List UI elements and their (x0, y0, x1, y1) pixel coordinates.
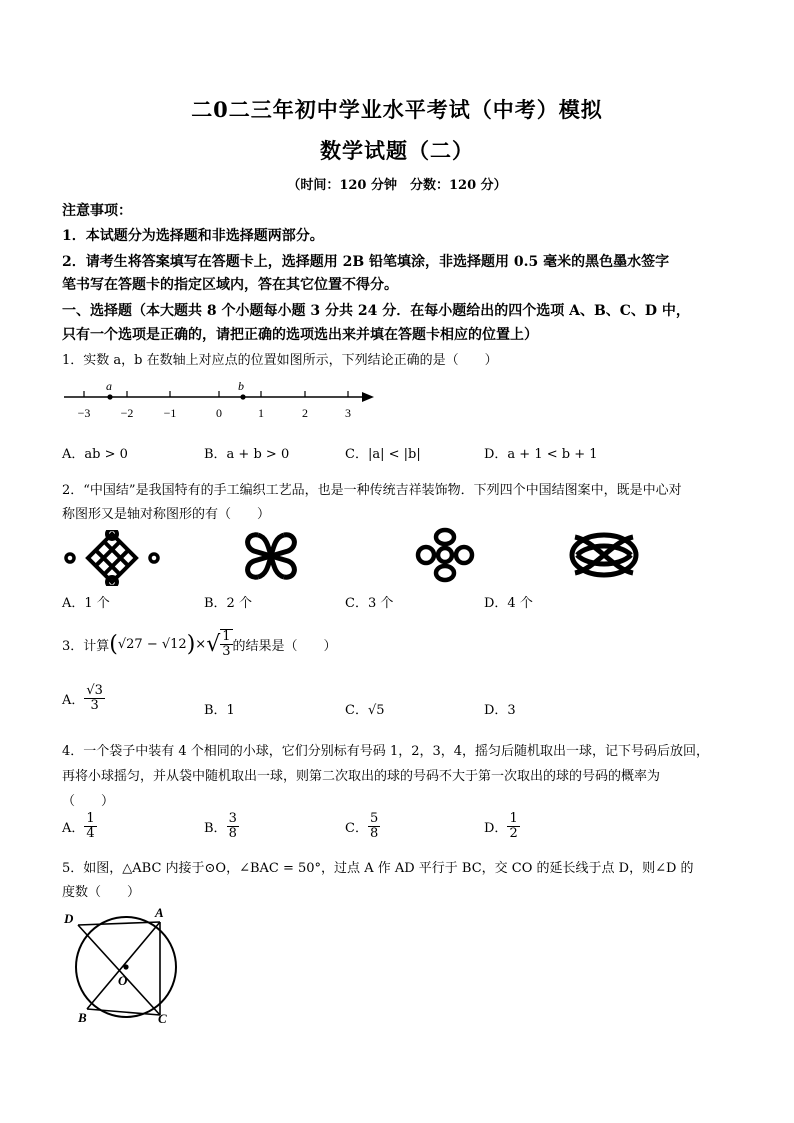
q4-option-d (484, 812, 520, 842)
q4-option-c (345, 812, 380, 842)
segment-ab (87, 922, 160, 1009)
notes-item-2b: 笔书写在答题卡的指定区域内，答在其它位置不得分。 (62, 277, 398, 293)
q4-option-c-den: 8 (369, 826, 379, 842)
q4-option-d-fraction (507, 812, 519, 842)
q4-stem-3: （ ） (62, 794, 115, 809)
q3-fraction (220, 629, 232, 660)
q2-option-b: B．2 个 (204, 596, 252, 611)
q3-stem-suffix: 的结果是（ ） (232, 638, 337, 654)
q4-option-b-fraction (227, 812, 239, 842)
q4-option-d-num: 1 (509, 811, 518, 826)
notes-item-2a: 2．请考生将答案填写在答题卡上，选择题用 2B 铅笔填涂，非选择题用 0.5 毫米的黑色墨水签字 (62, 254, 670, 270)
point-b-dot (240, 394, 245, 399)
tick-label: 1 (258, 406, 264, 420)
label-a: A (155, 905, 164, 920)
q1-option-c: C．|a| < |b| (345, 447, 421, 462)
q3-fraction-den: 3 (222, 644, 231, 659)
number-line-arrow (362, 392, 374, 402)
point-b-label: b (238, 379, 244, 393)
q4-option-c-label: C． (345, 821, 368, 837)
circle-geometry-figure (58, 905, 193, 1025)
q4-option-a-fraction (84, 812, 96, 842)
q3-option-a-den: 3 (90, 698, 99, 714)
point-a-label: a (106, 379, 112, 393)
q4-option-b (204, 812, 239, 842)
q4-option-b-label: B． (204, 821, 227, 837)
q3-option-a-label: A． (62, 693, 85, 709)
q1-option-a: A．ab > 0 (62, 447, 128, 462)
q4-option-a-den: 4 (86, 826, 95, 842)
q1-stem: 1．实数 a，b 在数轴上对应点的位置如图所示，下列结论正确的是（ ） (62, 353, 498, 368)
q4-option-b-num: 3 (228, 811, 237, 826)
q2-option-c: C．3 个 (345, 596, 394, 611)
q4-option-b-den: 8 (228, 826, 237, 842)
label-b: B (78, 1010, 87, 1025)
q3-times: × (195, 636, 207, 652)
q4-stem-2: 再将小球摇匀，并从袋中随机取出一球，则第二次取出的球的号码不大于第一次取出的球的号码的概率为 (62, 769, 661, 784)
q3-option-a-num: √3 (86, 683, 103, 698)
q1-option-b: B．a + b > 0 (204, 447, 290, 462)
chinese-knot-4-image (565, 527, 643, 583)
q3-open-paren: ( (109, 631, 118, 657)
q3-option-a-fraction (84, 684, 105, 714)
q4-option-c-fraction (368, 812, 380, 842)
q2-option-a: A．1 个 (62, 596, 110, 611)
q3-option-a (62, 684, 105, 714)
tick-label: 3 (345, 406, 351, 420)
exam-subtitle: 数学试题（二） (320, 138, 474, 163)
q3-stem (62, 624, 337, 664)
q3-option-b: B．1 (204, 703, 235, 718)
segment-da (78, 922, 160, 925)
q4-option-d-den: 2 (509, 826, 518, 842)
q2-stem-1: 2．“中国结”是我国特有的手工编织工艺品，也是一种传统吉祥装饰物．下列四个中国结图案中，既是中心对 (62, 483, 682, 498)
label-c: C (158, 1011, 167, 1025)
q3-fraction-num: 1 (222, 628, 231, 644)
q5-stem-2: 度数（ ） (62, 885, 141, 900)
center-o-dot (123, 964, 128, 969)
q4-option-d-label: D． (484, 821, 508, 837)
q4-option-a-label: A． (62, 821, 85, 837)
q4-stem-1: 4．一个袋子中装有 4 个相同的小球，它们分别标有号码 1，2，3，4，摇匀后随机取出一球，记下号码后放回， (62, 744, 710, 759)
q5-stem-1: 5．如图，△ABC 内接于⊙O，∠BAC = 50°，过点 A 作 AD 平行于 BC，交 CO 的延长线于点 D，则∠D 的 (62, 861, 694, 876)
q2-stem-2: 称图形又是轴对称图形的有（ ） (62, 507, 271, 522)
q3-option-c: C．√5 (345, 703, 385, 718)
q3-stem-prefix: 3．计算 (62, 638, 110, 654)
tick-label: −1 (163, 406, 177, 420)
tick-label: −3 (77, 406, 91, 420)
point-a-dot (107, 394, 112, 399)
q3-expression: √27 − √12 (117, 636, 187, 652)
q1-option-d: D．a + 1 < b + 1 (484, 447, 598, 462)
number-line-figure (58, 377, 383, 427)
section1-line1: 一、选择题（本大题共 8 个小题每小题 3 分共 24 分．在每小题给出的四个选项 A、B、C、D 中， (62, 303, 690, 319)
q4-option-a (62, 812, 97, 842)
label-o: O (118, 973, 128, 988)
q3-option-d: D．3 (484, 703, 516, 718)
label-d: D (64, 911, 74, 926)
exam-title: 二0二三年初中学业水平考试（中考）模拟 (191, 97, 603, 122)
q4-option-c-num: 5 (369, 811, 379, 826)
q4-option-a-num: 1 (86, 811, 95, 826)
chinese-knot-1-image (62, 530, 162, 586)
chinese-knot-3-image (412, 525, 478, 585)
q2-option-d: D．4 个 (484, 596, 533, 611)
chinese-knot-2-image (238, 527, 304, 585)
notes-item-1: 1．本试题分为选择题和非选择题两部分。 (62, 228, 324, 244)
q3-sqrt-sign: √ (206, 631, 221, 657)
tick-label: −2 (120, 406, 134, 420)
section1-line2: 只有一个选项是正确的，请把正确的选项选出来并填在答题卡相应的位置上） (62, 327, 538, 343)
q3-close-paren: ) (186, 631, 196, 657)
tick-label: 2 (302, 406, 308, 420)
exam-meta: （时间：120 分钟 分数：120 分） (287, 178, 507, 193)
notes-heading: 注意事项： (62, 203, 132, 219)
tick-label: 0 (216, 406, 222, 420)
